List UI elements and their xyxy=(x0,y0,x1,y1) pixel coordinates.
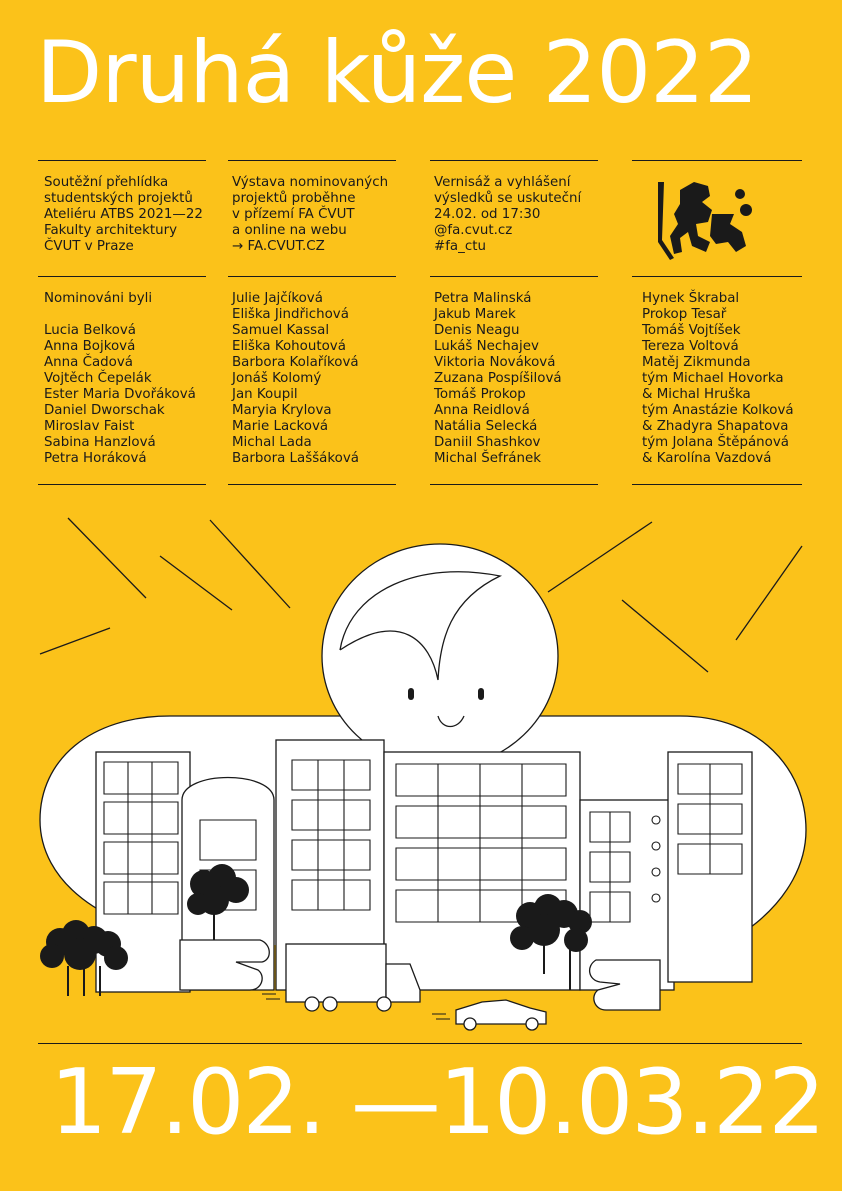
divider xyxy=(632,276,802,277)
nominee: Michal Šefránek xyxy=(434,451,541,466)
nominee: Eliška Kohoutová xyxy=(232,339,346,354)
nominee: Viktoria Nováková xyxy=(434,355,556,370)
divider xyxy=(228,160,396,161)
nominee: Michal Lada xyxy=(232,435,312,450)
nominee: Lucia Belková xyxy=(44,323,137,338)
nominees-column-4 xyxy=(642,291,810,467)
divider xyxy=(38,276,206,277)
nominee: Natália Selecká xyxy=(434,419,538,434)
nominee: Prokop Tesař xyxy=(642,307,727,322)
hugging-giant-illustration xyxy=(0,480,842,1040)
nominee: Tomáš Prokop xyxy=(434,387,526,402)
poster-title: Druhá kůže 2022 xyxy=(36,23,758,123)
divider xyxy=(38,1043,802,1044)
nominee: Daniel Dworschak xyxy=(44,403,165,418)
nominee: Jakub Marek xyxy=(434,307,516,322)
nominee: Jan Koupil xyxy=(232,387,298,402)
nominee: Petra Malinská xyxy=(434,291,532,306)
nominee: & Michal Hruška xyxy=(642,387,751,402)
nominee: Anna Bojková xyxy=(44,339,136,354)
nominee: Miroslav Faist xyxy=(44,419,135,434)
nominees-column-3 xyxy=(434,291,602,467)
info-competition: Soutěžní přehlídka studentských projektů Ateliéru ATBS 2021—22 Fakulty architektury ČVUT v Praze xyxy=(44,175,203,254)
nominee: Vojtěch Čepelák xyxy=(44,371,152,386)
nominee: Maryia Krylova xyxy=(232,403,332,418)
nominee: Anna Reidlová xyxy=(434,403,530,418)
divider xyxy=(632,160,802,161)
exhibition-dates: 17.02. —10.03.22 xyxy=(50,1050,824,1155)
nominee: Ester Maria Dvořáková xyxy=(44,387,196,402)
nominee: tým Michael Hovorka xyxy=(642,371,784,386)
nominee: & Karolína Vazdová xyxy=(642,451,772,466)
nominee: Zuzana Pospíšilová xyxy=(434,371,562,386)
nominee: Hynek Škrabal xyxy=(642,291,740,306)
nominee: Matěj Zikmunda xyxy=(642,355,751,370)
nominee: Sabina Hanzlová xyxy=(44,435,156,450)
nominee: Eliška Jindřichová xyxy=(232,307,349,322)
nominee: tým Jolana Štěpánová xyxy=(642,435,789,450)
nominee: Jonáš Kolomý xyxy=(232,371,322,386)
nominee: Marie Lacková xyxy=(232,419,329,434)
nominees-column-1 xyxy=(44,291,212,467)
divider xyxy=(430,276,598,277)
nominee: Barbora Kolaříková xyxy=(232,355,359,370)
info-vernissage: Vernisáž a vyhlášení výsledků se uskuteční 24.02. od 17:30 @fa.cvut.cz #fa_ctu xyxy=(434,175,582,254)
nominee: Samuel Kassal xyxy=(232,323,330,338)
nominee: Tereza Voltová xyxy=(642,339,739,354)
divider xyxy=(228,276,396,277)
nominee: Julie Jajčíková xyxy=(232,291,323,306)
nominee: Daniil Shashkov xyxy=(434,435,541,450)
nominee: Lukáš Nechajev xyxy=(434,339,539,354)
nominee: Petra Horáková xyxy=(44,451,147,466)
cvut-lion-logo-icon xyxy=(650,180,755,260)
nominee: tým Anastázie Kolková xyxy=(642,403,794,418)
nominees-column-2 xyxy=(232,291,400,467)
info-exhibition: Výstava nominovaných projektů proběhne v přízemí FA ČVUT a online na webu → FA.CVUT.CZ xyxy=(232,175,389,254)
nominee: Tomáš Vojtíšek xyxy=(642,323,741,338)
divider xyxy=(38,160,206,161)
nominee: Barbora Laššáková xyxy=(232,451,359,466)
nominees-heading: Nominováni byli xyxy=(44,291,153,306)
nominee: Denis Neagu xyxy=(434,323,520,338)
nominee: Anna Čadová xyxy=(44,355,133,370)
divider xyxy=(430,160,598,161)
nominee: & Zhadyra Shapatova xyxy=(642,419,789,434)
